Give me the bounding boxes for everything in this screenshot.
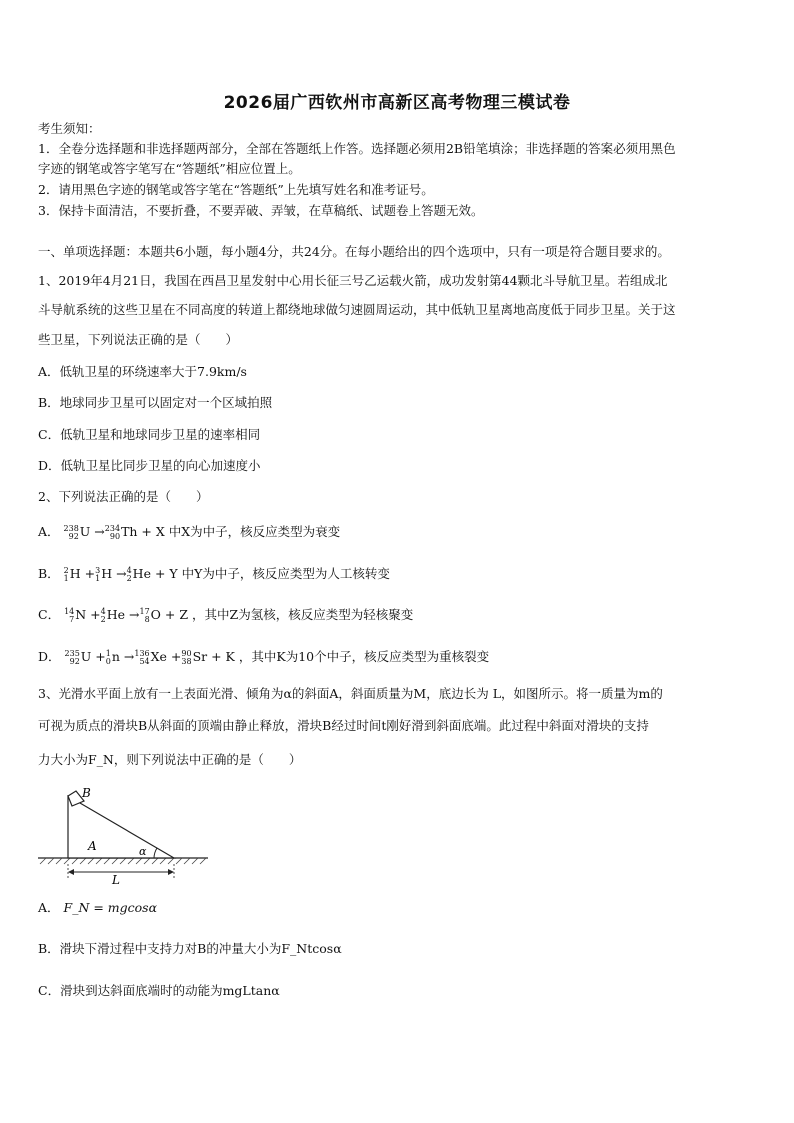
- notice-item-1: 1．全卷分选择题和非选择题两部分，全部在答题纸上作答。选择题必须用2B铅笔填涂；非选择题的答案必须用黑色: [38, 141, 676, 156]
- q2-stem: 2、下列说法正确的是（ ）: [38, 489, 209, 504]
- q2-option-d: [38, 649, 758, 666]
- q2-option-a-label: A．: [38, 524, 60, 539]
- wedge-a: [68, 796, 174, 858]
- length-label: L: [112, 873, 120, 887]
- q1-stem-line-2: 斗导航系统的这些卫星在不同高度的转道上都绕地球做匀速圆周运动，其中低轨卫星离地高度低于同步卫星。关于这: [38, 302, 676, 317]
- section-heading: 一、单项选择题：本题共6小题，每小题4分，共24分。在每小题给出的四个选项中，只有一项是符合题目要求的。: [38, 244, 670, 259]
- dim-arrow-left: [68, 869, 74, 875]
- q2-option-d-equation: 235 92 U + 1 0 n → 136 54 Xe + 90 38 Sr + K: [64, 648, 235, 666]
- notice-item-1-cont: 字迹的钢笔或答字笔写在“答题纸”相应位置上。: [38, 161, 301, 176]
- q1-option-b: B．地球同步卫星可以固定对一个区域拍照: [38, 395, 273, 410]
- dim-arrow-right: [168, 869, 174, 875]
- q3-option-a-label: A．: [38, 900, 60, 915]
- q2-option-c: [38, 607, 758, 624]
- incline-figure: [36, 782, 216, 887]
- notice-item-2: 2．请用黑色字迹的钢笔或答字笔在“答题纸”上先填写姓名和准考证号。: [38, 182, 434, 197]
- q1-option-a: A．低轨卫星的环绕速率大于7.9km/s: [38, 364, 247, 379]
- angle-label: α: [139, 845, 147, 858]
- wedge-label: A: [88, 839, 97, 853]
- q2-option-b: [38, 566, 758, 583]
- q2-option-c-equation: 14 7 N + 4 2 He → 17 8 O + Z: [64, 606, 189, 624]
- q2-option-a: [38, 524, 758, 541]
- q3-option-c: C．滑块到达斜面底端时的动能为mgLtanα: [38, 983, 280, 998]
- q1-stem-line-1: 1、2019年4月21日，我国在西昌卫星发射中心用长征三号乙运载火箭，成功发射第44颗北斗导航卫星。若组成北: [38, 273, 668, 288]
- q3-stem-line-3: 力大小为F_N，则下列说法中正确的是（ ）: [38, 752, 302, 767]
- q1-stem-line-3: 些卫星，下列说法正确的是（ ）: [38, 332, 239, 347]
- ground-hatching: [40, 858, 206, 864]
- q1-option-d: D．低轨卫星比同步卫星的向心加速度小: [38, 458, 261, 473]
- q2-option-c-label: C．: [38, 607, 61, 622]
- q2-option-b-label: B．: [38, 566, 60, 581]
- q3-stem-line-1: 3、光滑水平面上放有一上表面光滑、倾角为α的斜面A，斜面质量为M，底边长为 L，如图所示。将一质量为m的: [38, 686, 663, 701]
- q3-option-a: [38, 900, 758, 916]
- q2-option-b-equation: 2 1 H + 3 1 H → 4 2 He + Y: [63, 565, 178, 583]
- q2-option-a-equation: 238 92 U → 234 90 Th + X: [63, 523, 165, 541]
- page-title: 2026届广西钦州市高新区高考物理三模试卷: [223, 93, 571, 113]
- q2-option-b-text: 中Y为中子，核反应类型为人工核转变: [181, 566, 390, 581]
- q3-option-b: B．滑块下滑过程中支持力对B的冲量大小为F_Ntcosα: [38, 941, 342, 956]
- q2-option-a-text: 中X为中子，核反应类型为衰变: [168, 524, 341, 539]
- q3-option-a-formula: F_N = mgcosα: [63, 900, 158, 915]
- notice-item-3: 3．保持卡面清洁，不要折叠，不要弄破、弄皱，在草稿纸、试题卷上答题无效。: [38, 203, 484, 218]
- q2-option-d-label: D．: [38, 649, 61, 664]
- block-label: B: [82, 786, 91, 800]
- q2-option-d-text: ，其中K为10个中子，核反应类型为重核裂变: [238, 649, 490, 664]
- q2-option-c-text: ，其中Z为氢核，核反应类型为轻核聚变: [192, 607, 414, 622]
- notice-heading: 考生须知：: [38, 121, 101, 136]
- q3-stem-line-2: 可视为质点的滑块B从斜面的顶端由静止释放，滑块B经过时间t刚好滑到斜面底端。此过程中斜面对滑块的支持: [38, 718, 649, 733]
- q1-option-c: C．低轨卫星和地球同步卫星的速率相同: [38, 427, 261, 442]
